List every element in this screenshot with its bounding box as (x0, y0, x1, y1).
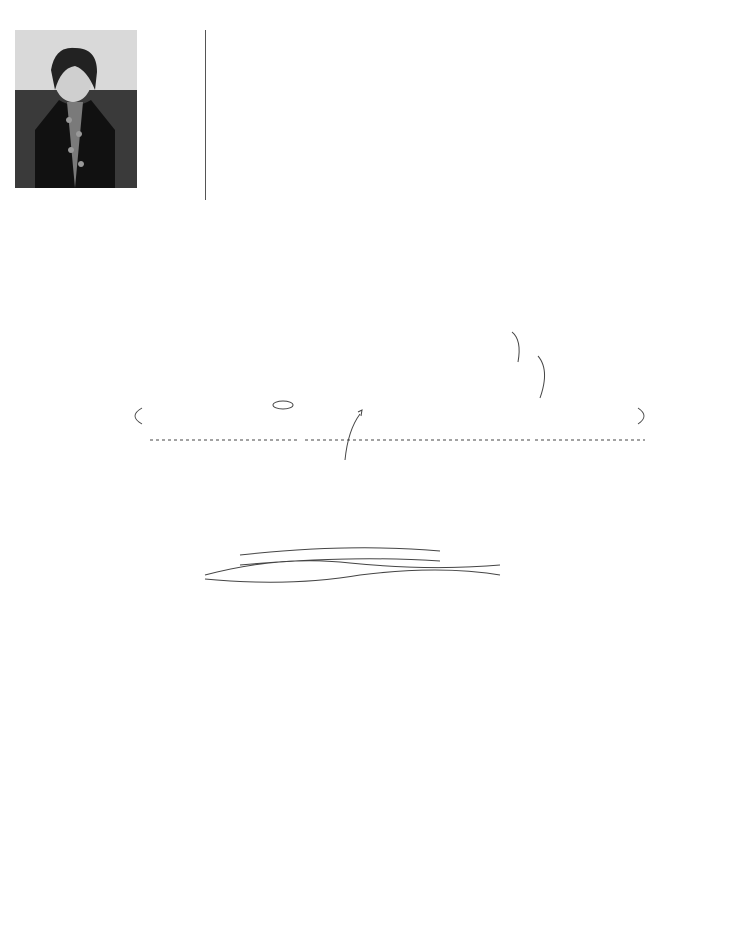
diagram-title (175, 266, 181, 281)
hole-loop (273, 401, 293, 409)
threading-diagram (200, 535, 510, 605)
howto-illustrations (195, 760, 685, 870)
model-photo (15, 30, 137, 188)
left-end-curve (135, 408, 142, 424)
right-end-curve (638, 408, 644, 424)
loose-arrow (345, 414, 360, 460)
lariat-chart (120, 300, 660, 480)
page-reference (158, 115, 172, 144)
divider (205, 30, 206, 200)
